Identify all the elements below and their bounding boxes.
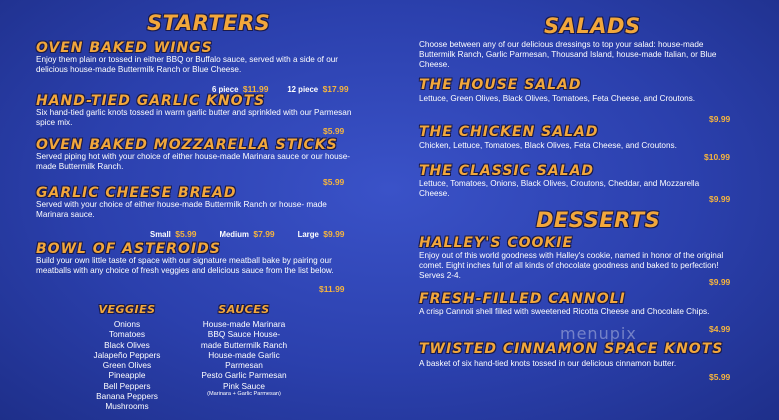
bread-desc: Served with your choice of either house-made Buttermilk Ranch or house- made Marinara sauce. [36, 200, 327, 219]
veggies-list [82, 303, 172, 412]
sauce-note: (Marinara + Garlic Parmesan) [207, 391, 281, 398]
knots-price: $5.99 [323, 126, 345, 136]
veggie-item: Jalapeño Peppers [93, 349, 161, 360]
veggie-item: Onions [113, 319, 141, 329]
bread-price-3: $9.99 [323, 229, 345, 239]
bread-price-1: $5.99 [175, 229, 197, 239]
bread-price-2: $7.99 [253, 229, 275, 239]
sauce-item: Pesto Garlic Parmesan [201, 370, 287, 381]
cookie-price: $9.99 [709, 277, 731, 287]
sauce-item: Parmesan [225, 360, 263, 371]
mozz-price: $5.99 [323, 177, 345, 187]
chicken-salad-desc: Chicken, Lettuce, Tomatoes, Black Olives, Feta Cheese, and Croutons. [419, 141, 677, 150]
veggie-item: Black Olives [104, 339, 150, 350]
sauce-item: House-made Garlic [208, 349, 280, 360]
chicken-salad-price: $10.99 [704, 152, 730, 162]
chicken-salad-name: THE CHICKEN SALAD [419, 124, 599, 140]
house-salad-price: $9.99 [709, 114, 731, 124]
house-salad-desc: Lettuce, Green Olives, Black Olives, Tomatoes, Feta Cheese, and Croutons. [419, 94, 696, 103]
wings-price-1: $11.99 [242, 84, 269, 94]
cookie-name: HALLEY'S COOKIE [419, 235, 574, 251]
starters-title: STARTERS [147, 11, 271, 35]
knots-name: HAND-TIED GARLIC KNOTS [36, 93, 266, 109]
wings-desc: Enjoy them plain or tossed in either BBQ or Buffalo sauce, served with a side of our delicious house-made Buttermilk Ranch or Blue Cheese. [36, 55, 339, 74]
bread-size-1: Small [150, 230, 171, 239]
classic-salad-desc: Lettuce, Tomatoes, Onions, Black Olives, Croutons, Cheddar, and Mozzarella Cheese. [419, 179, 700, 198]
cannoli-desc: A crisp Cannoli shell filled with sweetened Ricotta Cheese and Chocolate Chips. [419, 307, 710, 316]
veggie-item: Pineapple [108, 370, 146, 381]
bread-size-2: Medium [219, 230, 249, 239]
house-salad-name: THE HOUSE SALAD [419, 77, 582, 93]
classic-salad-price: $9.99 [709, 194, 731, 204]
asteroids-name: BOWL OF ASTEROIDS [36, 241, 221, 257]
wings-name: OVEN BAKED WINGS [36, 40, 213, 56]
cinnamon-name: TWISTED CINNAMON SPACE KNOTS [419, 341, 724, 357]
bread-size-3: Large [297, 230, 319, 239]
sauce-item: BBQ Sauce House- [207, 329, 281, 340]
desserts-title: DESSERTS [536, 208, 661, 232]
sauce-item: Pink Sauce [223, 380, 265, 391]
mozz-desc: Served piping hot with your choice of either house-made Marinara sauce or our house-made Buttermilk Ranch. [36, 152, 351, 171]
wings-price-2: $17.99 [322, 84, 349, 94]
watermark: menupix [560, 324, 637, 343]
veggies-title: VEGGIES [98, 303, 156, 316]
sauces-title: SAUCES [218, 303, 270, 316]
veggie-item: Green Olives [102, 360, 152, 371]
wings-size-1: 6 piece [212, 85, 239, 94]
cookie-desc: Enjoy out of this world goodness with Halley's cookie, named in honor of the original comet. Eight inches full of all kinds of chocolate goodness and baked to perfection! Serves 2-4. [419, 251, 724, 280]
bread-name: GARLIC CHEESE BREAD [36, 185, 237, 201]
asteroids-price: $11.99 [319, 284, 345, 294]
bread-prices [150, 224, 345, 242]
classic-salad-name: THE CLASSIC SALAD [419, 163, 595, 179]
veggie-item: Bell Peppers [103, 380, 151, 391]
mozz-name: OVEN BAKED MOZZARELLA STICKS [36, 137, 338, 153]
cinnamon-desc: A basket of six hand-tied knots tossed in our delicious cinnamon butter. [419, 359, 677, 368]
sauce-item: House-made Marinara [202, 319, 286, 329]
cannoli-price: $4.99 [709, 324, 731, 334]
sauces-list [188, 303, 300, 398]
cannoli-name: FRESH-FILLED CANNOLI [419, 291, 626, 307]
wings-size-2: 12 piece [287, 85, 319, 94]
asteroids-desc: Build your own little taste of space with our signature meatball bake by pairing our meatballs with any choice of fresh veggies and delicious sauce from the list below. [36, 256, 334, 275]
veggie-item: Mushrooms [105, 401, 149, 412]
salads-intro: Choose between any of our delicious dressings to top your salad: house-made Buttermilk Ranch, Garlic Parmesan, Thousand Island, house-made Italian, or Blue Cheese. [419, 40, 717, 69]
knots-desc: Six hand-tied garlic knots tossed in warm garlic butter and sprinkled with our Parmesan spice mix. [36, 108, 352, 127]
sauce-item: made Buttermilk Ranch [200, 339, 288, 350]
veggie-item: Banana Peppers [96, 391, 158, 402]
veggie-item: Tomatoes [109, 329, 145, 340]
cinnamon-price: $5.99 [709, 372, 731, 382]
salads-title: SALADS [544, 14, 641, 38]
